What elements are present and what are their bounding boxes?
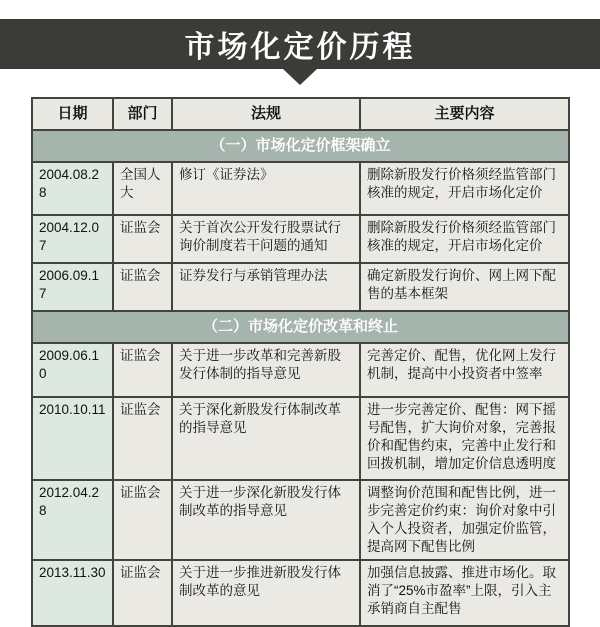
date-cell: 2004.12.07	[32, 215, 113, 263]
col-header-dept: 部门	[113, 98, 172, 130]
page-title: 市场化定价历程	[184, 31, 416, 64]
content-cell: 完善定价、配售，优化网上发行机制，提高中小投资者中签率	[360, 343, 569, 397]
section-header-row	[32, 311, 569, 343]
date-cell: 2010.10.11	[32, 397, 113, 480]
content-cell: 删除新股发行价格须经监管部门核准的规定，开启市场化定价	[360, 215, 569, 263]
table-row	[32, 162, 569, 215]
section-title: （二）市场化定价改革和终止	[32, 311, 569, 343]
content-cell: 确定新股发行询价、网上网下配售的基本框架	[360, 263, 569, 311]
table-row	[32, 560, 569, 626]
content-cell: 删除新股发行价格须经监管部门核准的规定，开启市场化定价	[360, 162, 569, 215]
pricing-history-table	[31, 97, 570, 627]
section-title: （一）市场化定价框架确立	[32, 130, 569, 162]
content-cell: 调整询价范围和配售比例，进一步完善定价约束：询价对象中引入个人投资者，加强定价监管，提高网下配售比例	[360, 480, 569, 560]
table-row	[32, 263, 569, 311]
regulation-cell: 关于进一步推进新股发行体制改革的意见	[172, 560, 360, 626]
table-row	[32, 480, 569, 560]
date-cell: 2013.11.30	[32, 560, 113, 626]
content-cell: 进一步完善定价、配售：网下摇号配售，扩大询价对象，完善报价和配售约束，完善中止发行和回拨机制，增加定价信息透明度	[360, 397, 569, 480]
col-header-content: 主要内容	[360, 98, 569, 130]
date-cell: 2004.08.28	[32, 162, 113, 215]
dept-cell: 证监会	[113, 397, 172, 480]
dept-cell: 证监会	[113, 343, 172, 397]
dept-cell: 全国人大	[113, 162, 172, 215]
title-banner	[0, 19, 600, 69]
dept-cell: 证监会	[113, 263, 172, 311]
regulation-cell: 关于深化新股发行体制改革的指导意见	[172, 397, 360, 480]
date-cell: 2012.04.28	[32, 480, 113, 560]
date-cell: 2006.09.17	[32, 263, 113, 311]
table-header-row	[32, 98, 569, 130]
table-row	[32, 397, 569, 480]
dept-cell: 证监会	[113, 480, 172, 560]
table-row	[32, 343, 569, 397]
regulation-cell: 关于进一步深化新股发行体制改革的指导意见	[172, 480, 360, 560]
dept-cell: 证监会	[113, 215, 172, 263]
dept-cell: 证监会	[113, 560, 172, 626]
col-header-regulation: 法规	[172, 98, 360, 130]
banner-pointer-triangle	[283, 69, 317, 85]
regulation-cell: 关于首次公开发行股票试行询价制度若干问题的通知	[172, 215, 360, 263]
regulation-cell: 证券发行与承销管理办法	[172, 263, 360, 311]
table-row	[32, 215, 569, 263]
section-header-row	[32, 130, 569, 162]
date-cell: 2009.06.10	[32, 343, 113, 397]
regulation-cell: 关于进一步改革和完善新股发行体制的指导意见	[172, 343, 360, 397]
content-cell: 加强信息披露、推进市场化。取消了“25%市盈率”上限，引入主承销商自主配售	[360, 560, 569, 626]
col-header-date: 日期	[32, 98, 113, 130]
regulation-cell: 修订《证券法》	[172, 162, 360, 215]
